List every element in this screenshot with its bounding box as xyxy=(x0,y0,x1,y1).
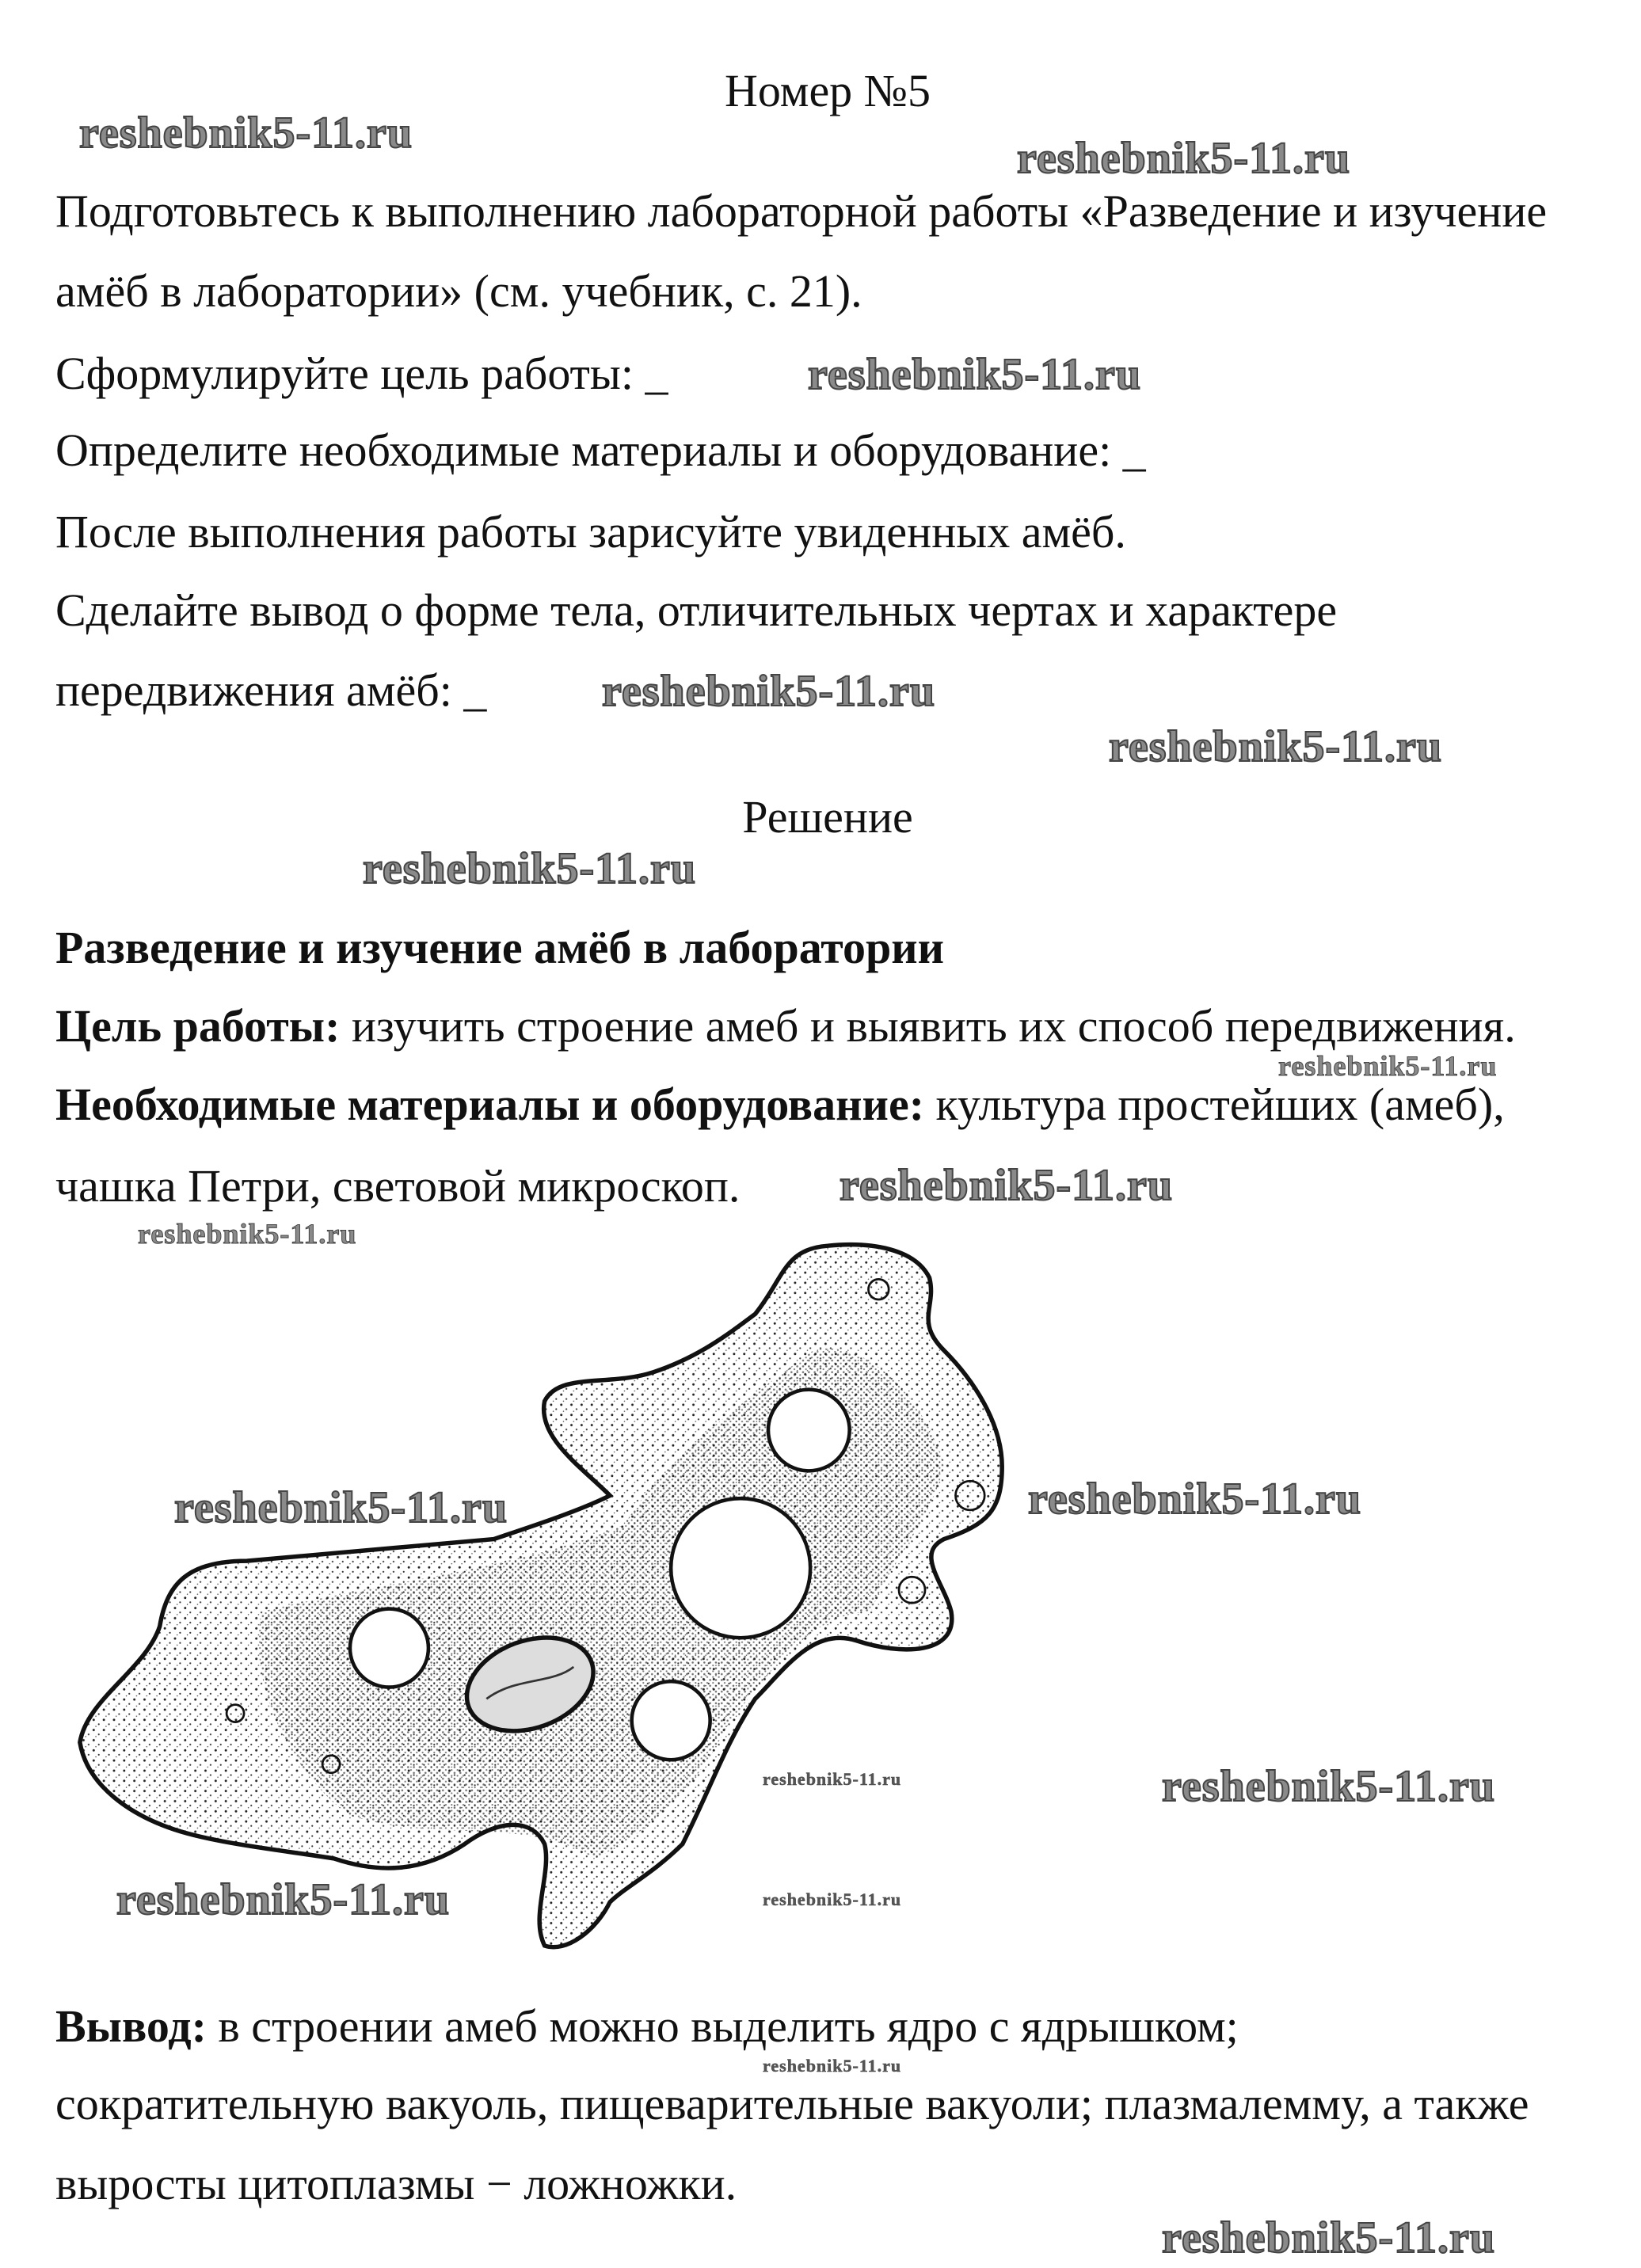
task-line-6: Сделайте вывод о форме тела, отличительных чертах и характере xyxy=(55,584,1338,636)
solution-heading: Решение xyxy=(742,791,913,843)
watermark: reshebnik5-11.ru xyxy=(763,1889,902,1909)
food-vacuole-large xyxy=(671,1498,810,1638)
conclusion-line-1 xyxy=(55,2000,1239,2052)
task-line-2: амёб в лаборатории» (см. учебник, с. 21). xyxy=(55,265,862,317)
goal-label: Цель работы: xyxy=(55,1000,341,1052)
watermark: reshebnik5-11.ru xyxy=(1162,2213,1496,2262)
food-vacuole xyxy=(350,1609,428,1688)
lab-title-text: Разведение и изучение амёб в лаборатории xyxy=(55,922,945,973)
page-title: Номер №5 xyxy=(724,65,931,116)
watermark: reshebnik5-11.ru xyxy=(116,1875,451,1924)
conclusion-text: в строении амеб можно выделить ядро с ядрышком; xyxy=(206,2000,1239,2052)
contractile-vacuole xyxy=(768,1390,850,1471)
materials-line-2: чашка Петри, световой микроскоп. xyxy=(55,1160,741,1212)
materials-text: культура простейших (амеб), xyxy=(924,1079,1505,1130)
watermark: reshebnik5-11.ru xyxy=(1278,1050,1498,1082)
watermark: reshebnik5-11.ru xyxy=(138,1218,357,1250)
watermark: reshebnik5-11.ru xyxy=(840,1161,1174,1210)
task-line-7: передвижения амёб: _ xyxy=(55,664,487,716)
food-vacuole xyxy=(632,1681,710,1760)
conclusion-line-2: сократительную вакуоль, пищеварительные вакуоли; плазмалемму, а также xyxy=(55,2078,1529,2129)
watermark: reshebnik5-11.ru xyxy=(1109,722,1443,771)
task-line-4: Определите необходимые материалы и оборудование: _ xyxy=(55,424,1146,476)
watermark: reshebnik5-11.ru xyxy=(602,667,936,716)
task-line-5: После выполнения работы зарисуйте увиденных амёб. xyxy=(55,506,1126,557)
watermark: reshebnik5-11.ru xyxy=(174,1483,508,1532)
watermark: reshebnik5-11.ru xyxy=(363,844,697,893)
watermark: reshebnik5-11.ru xyxy=(763,1769,902,1789)
watermark: reshebnik5-11.ru xyxy=(1017,134,1351,183)
task-line-1: Подготовьтесь к выполнению лабораторной работы «Разведение и изучение xyxy=(55,185,1548,237)
conclusion-line-3: выросты цитоплазмы − ложножки. xyxy=(55,2158,737,2209)
watermark: reshebnik5-11.ru xyxy=(808,350,1142,399)
task-line-3: Сформулируйте цель работы: _ xyxy=(55,348,668,399)
materials-label: Необходимые материалы и оборудование: xyxy=(55,1079,925,1130)
watermark: reshebnik5-11.ru xyxy=(1162,1762,1496,1811)
goal-text: изучить строение амеб и выявить их способ передвижения. xyxy=(340,1000,1516,1052)
watermark: reshebnik5-11.ru xyxy=(763,2056,902,2076)
watermark: reshebnik5-11.ru xyxy=(79,108,413,158)
watermark: reshebnik5-11.ru xyxy=(1028,1475,1362,1524)
conclusion-label: Вывод: xyxy=(55,2000,207,2052)
